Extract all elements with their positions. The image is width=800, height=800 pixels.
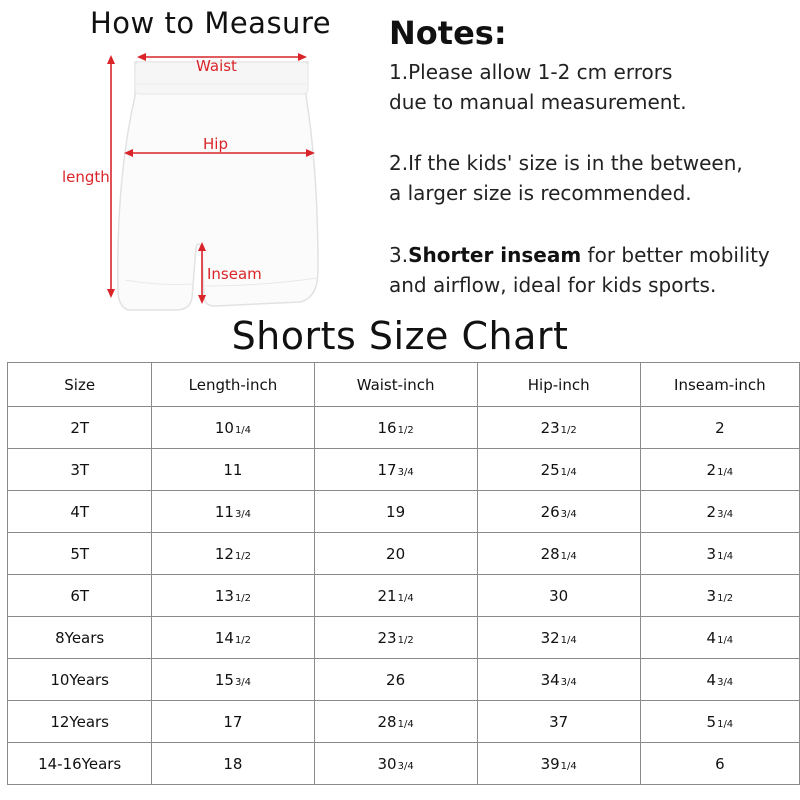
cell-whole: 8Years: [55, 628, 105, 647]
table-row: [8, 491, 800, 533]
cell-whole: 10: [214, 418, 234, 437]
cell-whole: 4T: [70, 502, 90, 521]
cell-fraction: 3/4: [234, 508, 252, 520]
table-cell: [8, 701, 152, 743]
table-cell: [477, 743, 640, 785]
note-1-line-1: 1.Please allow 1-2 cm errors: [389, 60, 673, 84]
table-cell: [640, 701, 799, 743]
table-cell: [152, 659, 314, 701]
column-header: Length-inch: [152, 363, 314, 407]
table-row: [8, 533, 800, 575]
table-cell: [477, 533, 640, 575]
table-cell: [640, 743, 799, 785]
table-cell: [477, 659, 640, 701]
cell-whole: 5: [706, 712, 717, 731]
table-cell: [477, 491, 640, 533]
table-row: [8, 743, 800, 785]
table-cell: [8, 617, 152, 659]
table-cell: [8, 491, 152, 533]
cell-whole: 11: [214, 502, 234, 521]
table-cell: [152, 617, 314, 659]
column-header: Inseam-inch: [640, 363, 799, 407]
cell-whole: 23: [377, 628, 397, 647]
table-cell: [477, 407, 640, 449]
cell-whole: 34: [540, 670, 560, 689]
notes-title: Notes:: [389, 14, 507, 52]
table-cell: [314, 743, 477, 785]
table-cell: [640, 491, 799, 533]
column-header: Waist-inch: [314, 363, 477, 407]
table-cell: [152, 449, 314, 491]
table-row: [8, 701, 800, 743]
cell-fraction: 1/4: [717, 634, 734, 646]
waist-label: Waist: [196, 57, 237, 75]
cell-fraction: 1/4: [560, 550, 577, 562]
note-3-line-1: 3.Shorter inseam for better mobility: [389, 243, 770, 267]
table-cell: [640, 407, 799, 449]
cell-whole: 2: [706, 460, 717, 479]
table-cell: [314, 701, 477, 743]
table-cell: [477, 701, 640, 743]
table-cell: [477, 449, 640, 491]
cell-fraction: 3/4: [560, 676, 577, 688]
cell-whole: 30: [549, 586, 569, 605]
table-cell: [314, 617, 477, 659]
cell-whole: 3: [706, 544, 717, 563]
table-cell: [152, 701, 314, 743]
cell-fraction: 1/4: [234, 424, 252, 436]
cell-whole: 28: [377, 712, 397, 731]
cell-whole: 21: [377, 586, 397, 605]
hip-label: Hip: [203, 135, 228, 153]
cell-whole: 5T: [70, 544, 90, 563]
cell-fraction: 1/4: [560, 466, 577, 478]
cell-fraction: 3/4: [397, 760, 414, 772]
cell-whole: 2: [715, 418, 725, 437]
cell-fraction: 1/4: [560, 634, 577, 646]
table-cell: [314, 407, 477, 449]
cell-whole: 18: [223, 754, 243, 773]
table-cell: [152, 407, 314, 449]
table-cell: [8, 659, 152, 701]
cell-fraction: 3/4: [717, 676, 734, 688]
table-cell: [314, 659, 477, 701]
cell-fraction: 1/4: [717, 718, 734, 730]
table-row: [8, 407, 800, 449]
table-cell: [8, 533, 152, 575]
cell-whole: 39: [540, 754, 560, 773]
size-chart-table: [7, 362, 800, 785]
table-cell: [152, 575, 314, 617]
cell-whole: 14-16Years: [38, 754, 122, 773]
cell-fraction: 1/4: [397, 592, 414, 604]
table-cell: [152, 743, 314, 785]
cell-whole: 12Years: [50, 712, 109, 731]
table-cell: [152, 533, 314, 575]
cell-whole: 19: [386, 502, 406, 521]
cell-whole: 4: [706, 670, 717, 689]
cell-whole: 6: [715, 754, 725, 773]
cell-fraction: 1/4: [717, 466, 734, 478]
how-to-measure-title: How to Measure: [90, 6, 332, 40]
table-cell: [8, 575, 152, 617]
table-cell: [8, 743, 152, 785]
table-row: [8, 659, 800, 701]
chart-title: Shorts Size Chart: [231, 314, 569, 358]
table-cell: [640, 617, 799, 659]
note-2: [389, 148, 799, 208]
cell-fraction: 1/4: [717, 550, 734, 562]
cell-whole: 17: [223, 712, 243, 731]
cell-whole: 11: [223, 460, 243, 479]
cell-fraction: 3/4: [397, 466, 414, 478]
cell-whole: 2T: [70, 418, 90, 437]
cell-fraction: 1/2: [234, 634, 252, 646]
inseam-label: Inseam: [207, 265, 262, 283]
table-row: [8, 449, 800, 491]
cell-whole: 14: [214, 628, 234, 647]
table-cell: [477, 575, 640, 617]
cell-whole: 2: [706, 502, 717, 521]
cell-fraction: 1/2: [397, 634, 414, 646]
table-cell: [640, 533, 799, 575]
table-cell: [8, 407, 152, 449]
table-cell: [314, 449, 477, 491]
cell-whole: 32: [540, 628, 560, 647]
cell-whole: 28: [540, 544, 560, 563]
note-3-bold: Shorter inseam: [408, 243, 582, 267]
note-2-line-2: a larger size is recommended.: [389, 181, 692, 205]
column-header: Size: [8, 363, 152, 407]
cell-whole: 23: [540, 418, 560, 437]
cell-fraction: 1/4: [560, 760, 577, 772]
cell-whole: 3T: [70, 460, 90, 479]
cell-fraction: 1/4: [397, 718, 414, 730]
cell-whole: 16: [377, 418, 397, 437]
table-row: [8, 575, 800, 617]
cell-whole: 26: [540, 502, 560, 521]
shorts-illustration: [0, 0, 380, 320]
cell-whole: 4: [706, 628, 717, 647]
table-cell: [640, 449, 799, 491]
cell-fraction: 1/2: [234, 550, 252, 562]
length-label: length: [62, 168, 110, 186]
cell-whole: 6T: [70, 586, 90, 605]
cell-whole: 10Years: [50, 670, 109, 689]
table-row: [8, 617, 800, 659]
note-1: [389, 57, 799, 117]
note-2-line-1: 2.If the kids' size is in the between,: [389, 151, 743, 175]
cell-whole: 26: [386, 670, 406, 689]
cell-whole: 13: [214, 586, 234, 605]
cell-whole: 17: [377, 460, 397, 479]
cell-whole: 3: [706, 586, 717, 605]
table-cell: [152, 491, 314, 533]
table-cell: [314, 491, 477, 533]
table-cell: [314, 575, 477, 617]
cell-fraction: 1/2: [560, 424, 577, 436]
cell-whole: 20: [386, 544, 406, 563]
table-header-row: [8, 363, 800, 407]
table-cell: [8, 449, 152, 491]
cell-fraction: 1/2: [397, 424, 414, 436]
cell-fraction: 3/4: [234, 676, 252, 688]
note-1-line-2: due to manual measurement.: [389, 90, 687, 114]
cell-whole: 12: [214, 544, 234, 563]
column-header: Hip-inch: [477, 363, 640, 407]
cell-fraction: 1/2: [234, 592, 252, 604]
table-cell: [477, 617, 640, 659]
table-cell: [314, 533, 477, 575]
cell-fraction: 3/4: [717, 508, 734, 520]
cell-whole: 30: [377, 754, 397, 773]
table-cell: [640, 575, 799, 617]
note-3: [389, 240, 799, 300]
cell-fraction: 3/4: [560, 508, 577, 520]
table-cell: [640, 659, 799, 701]
cell-whole: 25: [540, 460, 560, 479]
note-3-line-2: and airflow, ideal for kids sports.: [389, 273, 717, 297]
cell-fraction: 1/2: [717, 592, 734, 604]
cell-whole: 15: [214, 670, 234, 689]
cell-whole: 37: [549, 712, 569, 731]
